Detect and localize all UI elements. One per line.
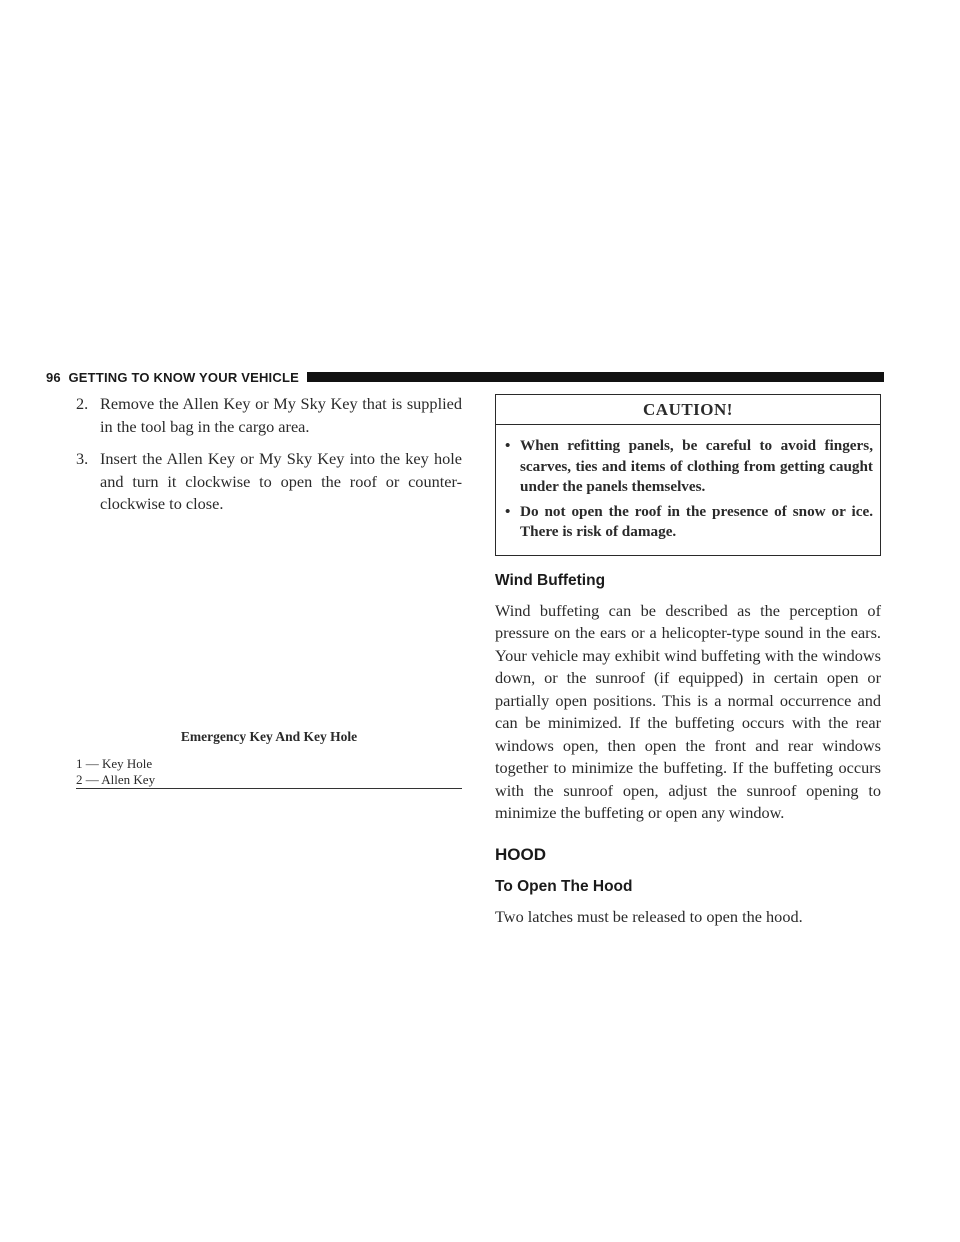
- bullet-icon: •: [505, 502, 511, 520]
- step-number: 3.: [76, 449, 89, 468]
- header-rule: [307, 372, 884, 382]
- caution-text: Do not open the roof in the presence of snow or ice. There is risk of damage.: [520, 502, 873, 540]
- caution-item: [503, 436, 873, 498]
- wind-buffeting-body: Wind buffeting can be described as the perception of pressure on the ears or a helicopter-type sound in the ears. Your vehicle may exhibit wind buffeting with the windows down, or the sunroof (if equipped) in certain open or partially open positions. This is a normal occurrence and can be minimized. If the buffeting occurs with the rear windows open, then open the front and rear windows together to minimize the buffeting. If the buffeting occurs with the sunroof open, adjust the sunroof opening to minimize the buffeting or open any window.: [495, 600, 881, 822]
- hood-heading: HOOD: [495, 844, 546, 864]
- page-number: 96: [46, 369, 61, 385]
- figure-legend: [76, 756, 462, 788]
- right-column: [495, 394, 881, 928]
- caution-list: [496, 425, 880, 555]
- step-3: [76, 448, 462, 516]
- wind-buffeting-heading: Wind Buffeting: [495, 571, 606, 589]
- step-text: Insert the Allen Key or My Sky Key into the key hole and turn it clockwise to open the roof or counter-clockwise to close.: [100, 449, 462, 513]
- section-title: GETTING TO KNOW YOUR VEHICLE: [68, 369, 299, 385]
- page-header: [46, 369, 884, 385]
- caution-text: When refitting panels, be careful to avoid fingers, scarves, ties and items of clothing from getting caught under the panels themselves.: [520, 437, 873, 495]
- caution-box: [495, 394, 881, 556]
- bullet-icon: •: [505, 437, 511, 454]
- figure-caption: Emergency Key And Key Hole: [180, 729, 358, 744]
- legend-item-key-hole: 1 — Key Hole: [76, 756, 153, 771]
- open-hood-body: Two latches must be released to open the hood.: [495, 906, 803, 926]
- step-number: 2.: [76, 394, 89, 413]
- open-hood-heading: To Open The Hood: [495, 877, 633, 895]
- step-2: [76, 393, 462, 438]
- page-header-text: [46, 370, 299, 385]
- step-text: Remove the Allen Key or My Sky Key that is supplied in the tool bag in the cargo area.: [100, 394, 462, 436]
- legend-item-allen-key: 2 — Allen Key: [76, 772, 156, 787]
- caution-title: CAUTION!: [496, 395, 880, 425]
- left-column: [76, 393, 462, 526]
- figure-rule: [76, 788, 462, 789]
- caution-item: [503, 502, 873, 543]
